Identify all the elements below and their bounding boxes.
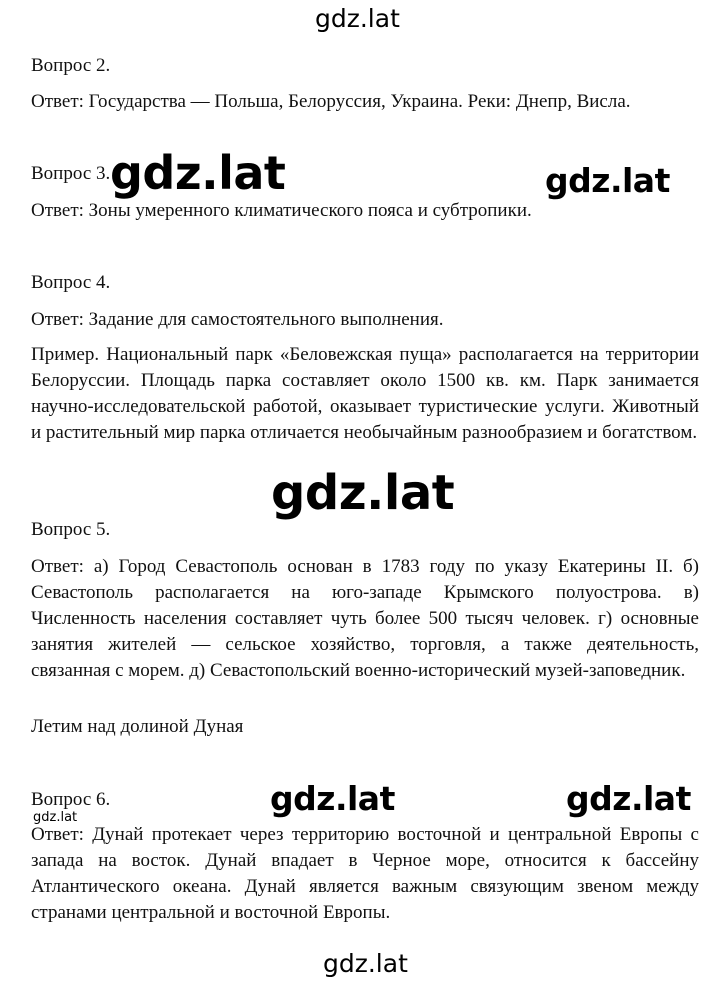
- question-2-answer: Ответ: Государства — Польша, Белоруссия, Украина. Реки: Днепр, Висла.: [31, 91, 631, 112]
- watermark-q6-tiny: gdz.lat: [33, 810, 78, 825]
- question-6-answer: Ответ: Дунай протекает через территорию восточной и центральной Европы с запада на восток. Дунай впадает в Черное море, относится к бассейну Атлантического океана. Дунай является важным связующим звеном между странами центральной и восточной Европы.: [31, 824, 699, 923]
- question-6-title: Вопрос 6.: [31, 789, 111, 810]
- question-3-answer: Ответ: Зоны умеренного климатического пояса и субтропики.: [31, 200, 532, 221]
- question-5-answer: Ответ: а) Город Севастополь основан в 1783 году по указу Екатерины II. б) Севастополь располагается на юго-западе Крымского полуострова. в) Численность населения составляет чуть более 500 тысяч человек. г) основные занятия жителей — сельское хозяйство, торговля, а также деятельность, связанная с морем. д) Севастопольский военно-исторический музей-заповедник.: [31, 556, 699, 681]
- question-4-title: Вопрос 4.: [31, 272, 111, 293]
- watermark-q3-big: gdz.lat: [110, 146, 286, 200]
- watermark-q6-right: gdz.lat: [566, 779, 691, 818]
- question-4-example: Пример. Национальный парк «Беловежская пуща» располагается на территории Белоруссии. Площадь парка составляет около 1500 кв. км. Парк занимается научно-исследовательской работой, оказывает туристические услуги. Животный и растительный мир парка отличается необычайным разнообразием и богатством.: [31, 344, 699, 443]
- watermark-bottom: gdz.lat: [323, 949, 408, 978]
- question-3-title: Вопрос 3.: [31, 163, 111, 184]
- watermark-middle: gdz.lat: [271, 465, 455, 521]
- watermark-q3-right: gdz.lat: [545, 161, 670, 200]
- watermark-q6-center: gdz.lat: [270, 779, 395, 818]
- question-5-title: Вопрос 5.: [31, 519, 111, 540]
- section-heading: Летим над долиной Дуная: [31, 716, 244, 737]
- question-2-title: Вопрос 2.: [31, 55, 111, 76]
- watermark-top: gdz.lat: [315, 4, 400, 33]
- question-4-answer: Ответ: Задание для самостоятельного выполнения.: [31, 309, 444, 330]
